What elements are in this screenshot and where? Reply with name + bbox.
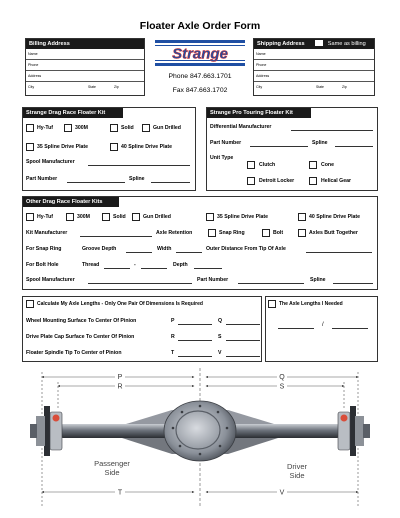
other-spline-label: Spline: [310, 277, 326, 283]
len-q-input[interactable]: [226, 324, 260, 325]
calc-lengths-label: Calculate My Axle Lengths - Only One Pair Of Dimensions Is Required: [37, 301, 203, 307]
other-thread-dash: -: [134, 262, 136, 268]
other-width-label: Width: [157, 246, 172, 252]
other-depth-label: Depth: [173, 262, 188, 268]
pt-diff-mfr-label: Differential Manufacturer: [210, 124, 272, 130]
other-spool-mfr-label: Spool Manufacturer: [26, 277, 75, 283]
shipping-zip-label: Zip: [342, 85, 347, 89]
other-groove-depth-input[interactable]: [126, 252, 152, 253]
len-q-label: Q: [218, 318, 223, 324]
pt-detroit-locker-checkbox[interactable]: [247, 177, 255, 185]
drag-spline-label: Spline: [129, 176, 145, 182]
other-axles-butt-label: Axles Butt Together: [309, 230, 358, 236]
billing-phone-field[interactable]: Phone: [26, 60, 144, 71]
other-35-spline-label: 35 Spline Drive Plate: [217, 214, 269, 220]
calc-lengths-checkbox[interactable]: [26, 300, 34, 308]
pt-clutch-checkbox[interactable]: [247, 161, 255, 169]
shipping-address-box: [253, 38, 375, 96]
len-p-input[interactable]: [178, 324, 212, 325]
drag-solid-label: Solid: [121, 125, 134, 131]
drag-hytuf-checkbox[interactable]: [26, 124, 34, 132]
len-s-input[interactable]: [226, 340, 260, 341]
drag-300m-checkbox[interactable]: [64, 124, 72, 132]
other-35-spline-checkbox[interactable]: [206, 213, 214, 221]
known-right-input[interactable]: [332, 328, 368, 329]
len-r-input[interactable]: [178, 340, 212, 341]
other-hytuf-checkbox[interactable]: [26, 213, 34, 221]
driver-label-1: Driver: [287, 462, 307, 471]
passenger-label-1: Passenger: [94, 459, 130, 468]
len-r-label: R: [171, 334, 175, 340]
other-width-input[interactable]: [176, 252, 202, 253]
other-bolt-label: Bolt: [273, 230, 284, 236]
known-left-input[interactable]: [278, 328, 314, 329]
known-lengths-checkbox[interactable]: [268, 300, 276, 308]
other-thread-input-1[interactable]: [104, 268, 130, 269]
drag-35-spline-checkbox[interactable]: [26, 143, 34, 151]
drag-part-number-input[interactable]: [67, 182, 125, 183]
drag-spline-input[interactable]: [151, 182, 190, 183]
len-s-label: S: [218, 334, 222, 340]
other-300m-label: 300M: [77, 214, 90, 220]
other-groove-depth-label: Groove Depth: [82, 246, 117, 252]
pt-part-number-input[interactable]: [250, 146, 308, 147]
pt-detroit-locker-label: Detroit Locker: [259, 178, 295, 184]
other-solid-checkbox[interactable]: [102, 213, 110, 221]
len-row2-label: Drive Plate Cap Surface To Center Of Pinion: [26, 334, 135, 340]
drag-35-spline-label: 35 Spline Drive Plate: [37, 144, 89, 150]
other-outer-distance-label: Outer Distance From Tip Of Axle: [206, 246, 286, 252]
pt-spline-input[interactable]: [335, 146, 373, 147]
shipping-address-field[interactable]: Address: [254, 71, 374, 82]
known-lengths-label: The Axle Lengths I Needed: [279, 301, 343, 307]
pt-spline-label: Spline: [312, 140, 328, 146]
other-part-number-input[interactable]: [238, 283, 304, 284]
other-spline-input[interactable]: [333, 283, 373, 284]
dim-r-label: R: [117, 383, 123, 391]
drag-40-spline-label: 40 Spline Drive Plate: [121, 144, 173, 150]
billing-zip-label: Zip: [114, 85, 119, 89]
same-as-billing-checkbox[interactable]: [315, 40, 323, 46]
drag-300m-label: 300M: [75, 125, 88, 131]
len-t-label: T: [171, 350, 175, 356]
other-spool-mfr-input[interactable]: [88, 283, 192, 284]
dim-p-label: P: [117, 374, 123, 381]
other-part-number-label: Part Number: [197, 277, 229, 283]
other-for-bolt-hole-label: For Bolt Hole: [26, 262, 59, 268]
svg-text:Strange: Strange: [172, 45, 228, 63]
other-thread-label: Thread: [82, 262, 100, 268]
other-snap-ring-checkbox[interactable]: [208, 229, 216, 237]
pt-cone-checkbox[interactable]: [309, 161, 317, 169]
strange-logo: [155, 39, 245, 67]
other-solid-label: Solid: [113, 214, 126, 220]
dim-v-label: V: [279, 489, 285, 497]
other-outer-distance-input[interactable]: [306, 252, 372, 253]
passenger-label-2: Side: [104, 468, 120, 477]
drag-race-kit-header: Strange Drag Race Floater Kit: [23, 108, 123, 118]
billing-state-label: State: [88, 85, 96, 89]
dim-q-label: Q: [279, 374, 285, 381]
other-kits-header: Other Drag Race Floater Kits: [23, 197, 119, 207]
phone-number: Phone 847.663.1701: [168, 73, 232, 80]
len-row1-label: Wheel Mounting Surface To Center Of Pinion: [26, 318, 137, 324]
right-hub: [338, 406, 370, 456]
other-40-spline-label: 40 Spline Drive Plate: [309, 214, 361, 220]
pt-part-number-label: Part Number: [210, 140, 242, 146]
billing-header: Billing Address: [26, 39, 144, 49]
pt-helical-gear-label: Helical Gear: [321, 178, 351, 184]
dim-s-label: S: [279, 383, 285, 391]
billing-address-field[interactable]: Address: [26, 71, 144, 82]
len-v-label: V: [218, 350, 222, 356]
center-section: [164, 401, 236, 461]
drag-hytuf-label: Hy-Tuf: [37, 125, 54, 131]
billing-city-row[interactable]: City State Zip: [26, 82, 144, 93]
other-kit-mfr-input[interactable]: [80, 236, 152, 237]
other-gun-drilled-label: Gun Drilled: [143, 214, 171, 220]
shipping-header: Shipping Address Same as billing: [254, 39, 374, 49]
other-kits-box: [22, 196, 378, 290]
other-axles-butt-checkbox[interactable]: [298, 229, 306, 237]
len-t-input[interactable]: [178, 356, 212, 357]
known-slash: /: [322, 322, 324, 328]
len-p-label: P: [171, 318, 175, 324]
left-hub: [30, 406, 62, 456]
drag-part-number-label: Part Number: [26, 176, 58, 182]
billing-name-field[interactable]: Name: [26, 49, 144, 60]
other-300m-checkbox[interactable]: [66, 213, 74, 221]
other-snap-ring-label: Snap Ring: [219, 230, 245, 236]
other-depth-input[interactable]: [194, 268, 222, 269]
pt-unit-type-label: Unit Type: [210, 155, 234, 161]
pt-cone-label: Cone: [321, 162, 334, 168]
len-v-input[interactable]: [226, 356, 260, 357]
fax-number: Fax 847.663.1702: [172, 87, 228, 94]
other-kit-mfr-label: Kit Manufacturer: [26, 230, 68, 236]
drag-gun-drilled-label: Gun Drilled: [153, 125, 181, 131]
other-40-spline-checkbox[interactable]: [298, 213, 306, 221]
other-for-snap-ring-label: For Snap Ring: [26, 246, 62, 252]
other-gun-drilled-checkbox[interactable]: [132, 213, 140, 221]
other-hytuf-label: Hy-Tuf: [37, 214, 54, 220]
drag-solid-checkbox[interactable]: [110, 124, 118, 132]
same-as-billing-label: Same as billing: [327, 41, 366, 47]
pt-clutch-label: Clutch: [259, 162, 276, 168]
shipping-phone-field[interactable]: Phone: [254, 60, 374, 71]
pt-helical-gear-checkbox[interactable]: [309, 177, 317, 185]
other-bolt-checkbox[interactable]: [262, 229, 270, 237]
driver-label-2: Side: [289, 471, 305, 480]
drag-spool-mfr-input[interactable]: [88, 165, 190, 166]
other-axle-retention-label: Axle Retention: [156, 230, 193, 236]
dim-t-label: T: [117, 489, 123, 497]
drag-spool-mfr-label: Spool Manufacturer: [26, 159, 75, 165]
pt-diff-mfr-input[interactable]: [291, 130, 373, 131]
len-row3-label: Floater Spindle Tip To Center of Pinion: [26, 350, 122, 356]
drag-40-spline-checkbox[interactable]: [110, 143, 118, 151]
pro-touring-kit-header: Strange Pro Touring Floater Kit: [207, 108, 311, 118]
billing-address-box: [25, 38, 145, 96]
shipping-name-field[interactable]: Name: [254, 49, 374, 60]
page-title: Floater Axle Order Form: [139, 20, 261, 32]
shipping-city-row[interactable]: City State Zip: [254, 82, 374, 93]
drag-gun-drilled-checkbox[interactable]: [142, 124, 150, 132]
other-thread-input-2[interactable]: [141, 268, 167, 269]
shipping-state-label: State: [316, 85, 324, 89]
axle-diagram: [22, 366, 378, 512]
